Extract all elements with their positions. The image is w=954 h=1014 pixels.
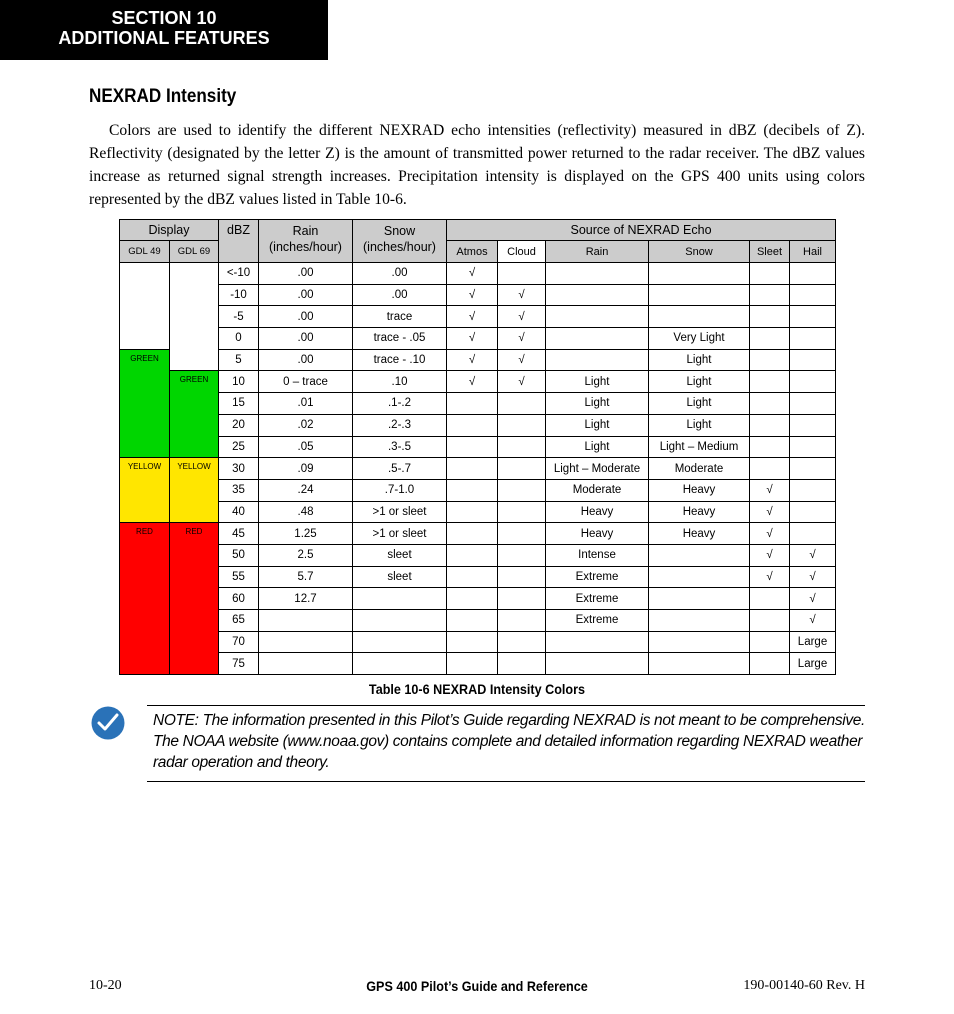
cell-atmos — [447, 523, 498, 545]
table-row — [120, 306, 836, 328]
cell-atmos — [447, 544, 498, 566]
cell-snow: .2-.3 — [353, 414, 447, 436]
cell-hail — [790, 306, 836, 328]
cell-source-snow — [649, 653, 750, 675]
cell-hail — [790, 328, 836, 350]
header-source-snow: Snow — [649, 241, 750, 263]
cell-rain: .48 — [259, 501, 353, 523]
cell-hail — [790, 479, 836, 501]
header-gdl69: GDL 69 — [170, 241, 219, 263]
cell-cloud — [498, 523, 546, 545]
section-header — [0, 0, 328, 60]
header-source-rain: Rain — [546, 241, 649, 263]
cell-sleet — [750, 653, 790, 675]
table-caption: Table 10-6 NEXRAD Intensity Colors — [368, 681, 586, 697]
cell-hail — [790, 414, 836, 436]
cell-atmos — [447, 393, 498, 415]
cell-hail — [790, 501, 836, 523]
table-row — [120, 436, 836, 458]
cell-dbz: -5 — [219, 306, 259, 328]
cell-source-rain: Light — [546, 414, 649, 436]
cell-cloud: √ — [498, 284, 546, 306]
table-row — [120, 284, 836, 306]
cell-cloud — [498, 263, 546, 285]
cell-snow: .00 — [353, 284, 447, 306]
cell-source-rain: Extreme — [546, 610, 649, 632]
cell-cloud — [498, 414, 546, 436]
cell-rain: .00 — [259, 284, 353, 306]
cell-snow: trace — [353, 306, 447, 328]
header-rain: Rain (inches/hour) — [259, 220, 353, 263]
cell-sleet — [750, 631, 790, 653]
gdl49-white-cell — [120, 263, 170, 350]
cell-cloud — [498, 393, 546, 415]
cell-hail: √ — [790, 566, 836, 588]
cell-hail: Large — [790, 631, 836, 653]
cell-dbz: 15 — [219, 393, 259, 415]
cell-dbz: 0 — [219, 328, 259, 350]
cell-source-rain: Moderate — [546, 479, 649, 501]
cell-atmos — [447, 653, 498, 675]
cell-sleet — [750, 393, 790, 415]
gdl69-red-cell: RED — [170, 523, 219, 675]
cell-dbz: 35 — [219, 479, 259, 501]
cell-dbz: 10 — [219, 371, 259, 393]
cell-cloud: √ — [498, 328, 546, 350]
cell-rain — [259, 653, 353, 675]
cell-cloud — [498, 458, 546, 480]
cell-atmos: √ — [447, 284, 498, 306]
cell-source-snow — [649, 284, 750, 306]
cell-snow: >1 or sleet — [353, 501, 447, 523]
cell-source-snow — [649, 263, 750, 285]
header-source: Source of NEXRAD Echo — [447, 220, 836, 241]
cell-source-snow: Light — [649, 371, 750, 393]
header-hail: Hail — [790, 241, 836, 263]
note-text: NOTE: The information presented in this Pilot’s Guide regarding NEXRAD is not meant to be comprehensive. The NOAA website (www.noaa.gov) contains complete and detailed information regarding NEXRAD weather radar operation and theory. — [153, 712, 865, 771]
cell-rain: 5.7 — [259, 566, 353, 588]
cell-hail — [790, 349, 836, 371]
cell-cloud: √ — [498, 371, 546, 393]
cell-hail — [790, 284, 836, 306]
cell-cloud: √ — [498, 306, 546, 328]
header-sleet: Sleet — [750, 241, 790, 263]
cell-atmos: √ — [447, 328, 498, 350]
cell-sleet — [750, 306, 790, 328]
cell-rain: .01 — [259, 393, 353, 415]
cell-sleet — [750, 414, 790, 436]
cell-source-snow — [649, 566, 750, 588]
cell-rain: 0 – trace — [259, 371, 353, 393]
table-row — [120, 328, 836, 350]
cell-source-rain — [546, 263, 649, 285]
cell-source-rain: Extreme — [546, 566, 649, 588]
table-row — [120, 371, 836, 393]
cell-cloud — [498, 501, 546, 523]
cell-atmos — [447, 566, 498, 588]
cell-hail — [790, 523, 836, 545]
cell-source-snow — [649, 306, 750, 328]
cell-snow — [353, 653, 447, 675]
note-check-icon — [91, 706, 125, 740]
header-gdl49: GDL 49 — [120, 241, 170, 263]
footer-doc-number: 190-00140-60 Rev. H — [743, 978, 865, 993]
cell-snow: .5-.7 — [353, 458, 447, 480]
cell-snow: trace - .10 — [353, 349, 447, 371]
table-row — [120, 631, 836, 653]
cell-dbz: 25 — [219, 436, 259, 458]
gdl69-white-cell — [170, 263, 219, 371]
cell-snow — [353, 588, 447, 610]
cell-rain: .05 — [259, 436, 353, 458]
header-atmos: Atmos — [447, 241, 498, 263]
cell-rain: .02 — [259, 414, 353, 436]
cell-dbz: 40 — [219, 501, 259, 523]
table-row — [120, 349, 836, 371]
cell-snow: .00 — [353, 263, 447, 285]
cell-sleet: √ — [750, 566, 790, 588]
cell-snow — [353, 610, 447, 632]
cell-atmos: √ — [447, 263, 498, 285]
cell-snow: .7-1.0 — [353, 479, 447, 501]
cell-source-snow: Very Light — [649, 328, 750, 350]
cell-source-rain — [546, 306, 649, 328]
gdl49-yellow-cell: YELLOW — [120, 458, 170, 523]
cell-source-snow — [649, 544, 750, 566]
table-row — [120, 414, 836, 436]
cell-sleet — [750, 284, 790, 306]
cell-source-rain — [546, 284, 649, 306]
cell-atmos — [447, 414, 498, 436]
table-row — [120, 610, 836, 632]
cell-rain: .09 — [259, 458, 353, 480]
cell-hail — [790, 436, 836, 458]
cell-atmos — [447, 501, 498, 523]
cell-rain: .00 — [259, 328, 353, 350]
table-row — [120, 653, 836, 675]
cell-hail — [790, 393, 836, 415]
cell-rain: 12.7 — [259, 588, 353, 610]
cell-dbz: 30 — [219, 458, 259, 480]
cell-source-snow: Heavy — [649, 523, 750, 545]
cell-cloud — [498, 631, 546, 653]
header-display: Display — [120, 220, 219, 241]
cell-cloud — [498, 566, 546, 588]
cell-dbz: 70 — [219, 631, 259, 653]
table-row — [120, 566, 836, 588]
cell-dbz: 20 — [219, 414, 259, 436]
gdl69-green-cell: GREEN — [170, 371, 219, 458]
footer-page-number: 10-20 — [89, 978, 122, 993]
cell-hail: Large — [790, 653, 836, 675]
cell-source-rain — [546, 631, 649, 653]
cell-sleet: √ — [750, 523, 790, 545]
cell-cloud — [498, 544, 546, 566]
cell-atmos — [447, 458, 498, 480]
table-row — [120, 393, 836, 415]
cell-rain — [259, 631, 353, 653]
cell-snow: sleet — [353, 544, 447, 566]
cell-source-rain: Intense — [546, 544, 649, 566]
table-row — [120, 263, 836, 285]
gdl49-green-cell: GREEN — [120, 349, 170, 457]
section-title: ADDITIONAL FEATURES — [58, 28, 270, 48]
cell-source-rain — [546, 328, 649, 350]
gdl49-red-cell: RED — [120, 523, 170, 675]
cell-dbz: 60 — [219, 588, 259, 610]
gdl69-yellow-cell: YELLOW — [170, 458, 219, 523]
cell-hail — [790, 263, 836, 285]
cell-sleet — [750, 458, 790, 480]
cell-snow: >1 or sleet — [353, 523, 447, 545]
cell-source-rain: Light — [546, 393, 649, 415]
cell-sleet — [750, 371, 790, 393]
cell-dbz: 50 — [219, 544, 259, 566]
cell-cloud — [498, 588, 546, 610]
cell-atmos: √ — [447, 371, 498, 393]
header-snow: Snow (inches/hour) — [353, 220, 447, 263]
cell-dbz: -10 — [219, 284, 259, 306]
cell-dbz: 75 — [219, 653, 259, 675]
intro-paragraph: Colors are used to identify the different NEXRAD echo intensities (reflectivity) measured in dBZ (decibels of Z). Reflectivity (designated by the letter Z) is the amount of transmitted power returned to the radar receiver. The dBZ values increase as returned signal strength increases. Precipitation intensity is displayed on the GPS 400 units using colors represented by the dBZ values listed in Table 10-6. — [89, 122, 865, 208]
cell-dbz: 65 — [219, 610, 259, 632]
note-bottom-rule — [147, 781, 865, 782]
cell-snow: sleet — [353, 566, 447, 588]
cell-source-rain — [546, 653, 649, 675]
cell-source-rain: Extreme — [546, 588, 649, 610]
cell-atmos — [447, 479, 498, 501]
cell-cloud: √ — [498, 349, 546, 371]
cell-atmos — [447, 610, 498, 632]
cell-source-rain: Light — [546, 371, 649, 393]
cell-snow: .3-.5 — [353, 436, 447, 458]
cell-source-snow: Light — [649, 414, 750, 436]
cell-source-rain: Light — [546, 436, 649, 458]
cell-source-snow: Heavy — [649, 479, 750, 501]
header-cloud: Cloud — [498, 241, 546, 263]
cell-source-snow — [649, 631, 750, 653]
cell-source-snow: Light — [649, 349, 750, 371]
table-row — [120, 523, 836, 545]
cell-rain: .00 — [259, 263, 353, 285]
cell-source-snow — [649, 610, 750, 632]
cell-source-rain — [546, 349, 649, 371]
cell-hail: √ — [790, 610, 836, 632]
cell-snow: .10 — [353, 371, 447, 393]
cell-hail: √ — [790, 588, 836, 610]
cell-rain: .24 — [259, 479, 353, 501]
table-row — [120, 458, 836, 480]
cell-source-snow — [649, 588, 750, 610]
table-row — [120, 588, 836, 610]
cell-sleet — [750, 349, 790, 371]
cell-rain: .00 — [259, 306, 353, 328]
cell-atmos: √ — [447, 349, 498, 371]
cell-cloud — [498, 479, 546, 501]
cell-source-rain: Heavy — [546, 523, 649, 545]
cell-cloud — [498, 653, 546, 675]
cell-sleet: √ — [750, 501, 790, 523]
cell-dbz: 5 — [219, 349, 259, 371]
cell-atmos — [447, 631, 498, 653]
cell-sleet — [750, 610, 790, 632]
cell-rain: 2.5 — [259, 544, 353, 566]
cell-atmos — [447, 436, 498, 458]
cell-rain: .00 — [259, 349, 353, 371]
cell-source-snow: Heavy — [649, 501, 750, 523]
table-row — [120, 501, 836, 523]
cell-atmos: √ — [447, 306, 498, 328]
cell-dbz: 55 — [219, 566, 259, 588]
nexrad-intensity-table — [119, 219, 836, 675]
section-number: SECTION 10 — [111, 8, 217, 28]
cell-snow: .1-.2 — [353, 393, 447, 415]
cell-source-rain: Heavy — [546, 501, 649, 523]
cell-source-snow: Moderate — [649, 458, 750, 480]
cell-sleet: √ — [750, 479, 790, 501]
cell-sleet: √ — [750, 544, 790, 566]
note-top-rule — [147, 705, 865, 706]
cell-sleet — [750, 263, 790, 285]
cell-source-rain: Light – Moderate — [546, 458, 649, 480]
cell-atmos — [447, 588, 498, 610]
table-row — [120, 479, 836, 501]
cell-hail: √ — [790, 544, 836, 566]
cell-rain: 1.25 — [259, 523, 353, 545]
cell-dbz: 45 — [219, 523, 259, 545]
cell-sleet — [750, 328, 790, 350]
cell-snow: trace - .05 — [353, 328, 447, 350]
footer-title: GPS 400 Pilot’s Guide and Reference — [366, 978, 588, 994]
cell-dbz: <-10 — [219, 263, 259, 285]
header-dbz: dBZ — [219, 220, 259, 263]
cell-hail — [790, 458, 836, 480]
cell-rain — [259, 610, 353, 632]
cell-cloud — [498, 610, 546, 632]
cell-hail — [790, 371, 836, 393]
cell-snow — [353, 631, 447, 653]
cell-sleet — [750, 588, 790, 610]
page-heading: NEXRAD Intensity — [89, 86, 237, 107]
cell-source-snow: Light – Medium — [649, 436, 750, 458]
table-row — [120, 544, 836, 566]
cell-cloud — [498, 436, 546, 458]
cell-sleet — [750, 436, 790, 458]
cell-source-snow: Light — [649, 393, 750, 415]
